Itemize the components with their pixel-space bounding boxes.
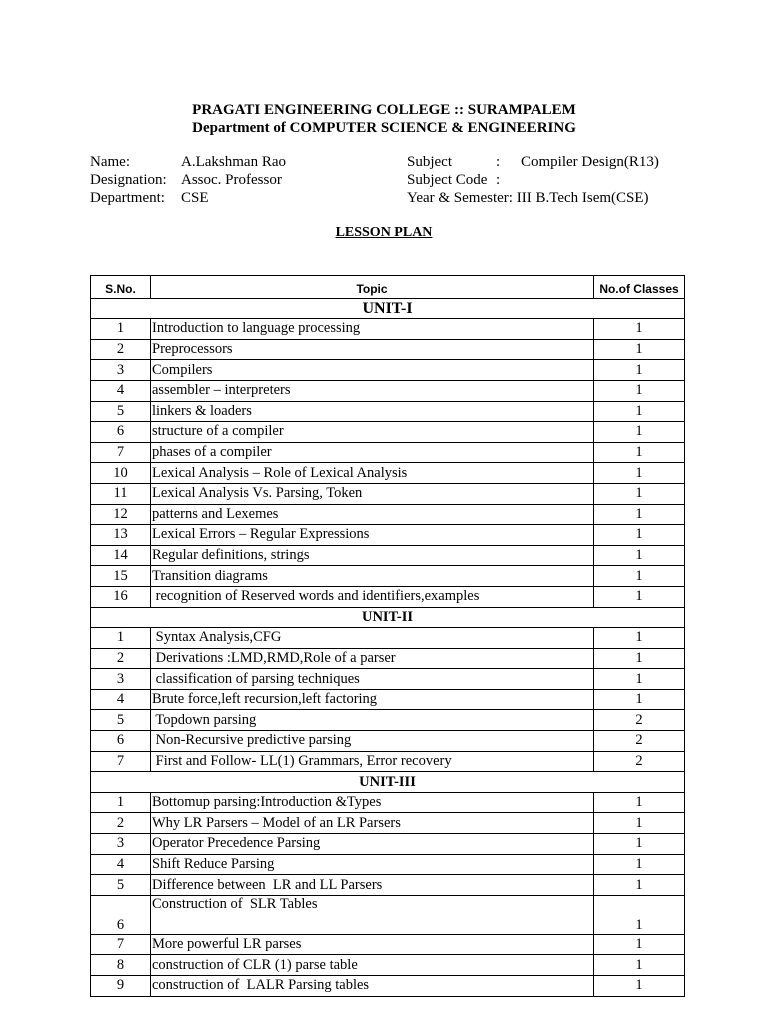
year-label: Year & Semester: — [407, 190, 513, 206]
table-header-row — [91, 276, 685, 299]
table-row — [91, 976, 685, 997]
row-topic: Syntax Analysis,CFG — [151, 628, 594, 649]
header-sno: S.No. — [91, 276, 151, 299]
row-classes: 1 — [594, 689, 685, 710]
row-topic: Regular definitions, strings — [151, 545, 594, 566]
row-classes: 1 — [594, 628, 685, 649]
table-row — [91, 360, 685, 381]
row-sno: 1 — [91, 628, 151, 649]
table-row — [91, 380, 685, 401]
row-classes: 2 — [594, 751, 685, 772]
table-row — [91, 955, 685, 976]
row-classes: 2 — [594, 710, 685, 731]
row-classes: 1 — [594, 545, 685, 566]
row-sno: 4 — [91, 380, 151, 401]
row-sno: 2 — [91, 339, 151, 360]
row-classes: 1 — [594, 834, 685, 855]
row-topic: construction of CLR (1) parse table — [151, 955, 594, 976]
row-topic: classification of parsing techniques — [151, 669, 594, 690]
table-row — [91, 731, 685, 752]
unit-heading-row — [91, 772, 685, 793]
row-classes: 1 — [594, 401, 685, 422]
row-sno: 4 — [91, 689, 151, 710]
name-value: A.Lakshman Rao — [181, 154, 286, 170]
table-row — [91, 669, 685, 690]
row-sno: 3 — [91, 360, 151, 381]
row-topic: Shift Reduce Parsing — [151, 854, 594, 875]
row-topic: Lexical Analysis Vs. Parsing, Token — [151, 483, 594, 504]
row-classes: 1 — [594, 483, 685, 504]
table-row — [91, 875, 685, 896]
table-row — [91, 834, 685, 855]
row-sno: 5 — [91, 401, 151, 422]
table-row — [91, 566, 685, 587]
row-topic: More powerful LR parses — [151, 934, 594, 955]
row-topic: linkers & loaders — [151, 401, 594, 422]
row-sno: 13 — [91, 525, 151, 546]
row-sno: 3 — [91, 834, 151, 855]
table-row — [91, 689, 685, 710]
row-sno: 4 — [91, 854, 151, 875]
row-sno: 10 — [91, 463, 151, 484]
unit-heading: UNIT-I — [91, 298, 685, 319]
row-topic: structure of a compiler — [151, 422, 594, 443]
row-topic: Topdown parsing — [151, 710, 594, 731]
info-row-designation — [90, 171, 690, 189]
row-classes: 1 — [594, 875, 685, 896]
table-row — [91, 422, 685, 443]
table-row — [91, 545, 685, 566]
department-value: CSE — [181, 190, 209, 206]
subject-code-colon: : — [496, 172, 501, 188]
row-classes: 1 — [594, 976, 685, 997]
unit-heading: UNIT-III — [91, 772, 685, 793]
row-topic: Operator Precedence Parsing — [151, 834, 594, 855]
row-topic: Introduction to language processing — [151, 319, 594, 340]
faculty-info — [90, 153, 690, 207]
subject-colon: : — [496, 154, 501, 170]
table-row — [91, 854, 685, 875]
row-sno: 7 — [91, 442, 151, 463]
row-sno: 3 — [91, 669, 151, 690]
row-sno: 7 — [91, 934, 151, 955]
table-row — [91, 628, 685, 649]
table-row — [91, 401, 685, 422]
row-classes: 1 — [594, 319, 685, 340]
row-sno: 6 — [91, 731, 151, 752]
table-row — [91, 934, 685, 955]
table-row — [91, 751, 685, 772]
row-topic: recognition of Reserved words and identifiers,examples — [151, 586, 594, 607]
row-topic: Lexical Errors – Regular Expressions — [151, 525, 594, 546]
row-topic: Non-Recursive predictive parsing — [151, 731, 594, 752]
row-topic: First and Follow- LL(1) Grammars, Error recovery — [151, 751, 594, 772]
row-topic: Preprocessors — [151, 339, 594, 360]
row-sno: 1 — [91, 792, 151, 813]
department-label: Department: — [90, 190, 165, 206]
row-sno: 6 — [91, 895, 151, 934]
row-sno: 9 — [91, 976, 151, 997]
row-sno: 12 — [91, 504, 151, 525]
lesson-plan-title: LESSON PLAN — [335, 225, 433, 240]
row-sno: 16 — [91, 586, 151, 607]
designation-value: Assoc. Professor — [181, 172, 282, 188]
table-row — [91, 463, 685, 484]
info-row-name — [90, 153, 690, 171]
row-sno: 5 — [91, 710, 151, 731]
row-classes: 2 — [594, 731, 685, 752]
table-row — [91, 339, 685, 360]
unit-heading: UNIT-II — [91, 607, 685, 628]
row-sno: 2 — [91, 648, 151, 669]
table-row — [91, 792, 685, 813]
table-row — [91, 319, 685, 340]
table-row — [91, 648, 685, 669]
row-sno: 14 — [91, 545, 151, 566]
row-classes: 1 — [594, 648, 685, 669]
row-classes: 1 — [594, 955, 685, 976]
row-classes: 1 — [594, 525, 685, 546]
row-classes: 1 — [594, 934, 685, 955]
row-classes: 1 — [594, 566, 685, 587]
row-classes: 1 — [594, 895, 685, 934]
name-label: Name: — [90, 154, 130, 170]
table-row — [91, 586, 685, 607]
subject-label: Subject — [407, 154, 452, 170]
row-topic: Lexical Analysis – Role of Lexical Analysis — [151, 463, 594, 484]
row-classes: 1 — [594, 854, 685, 875]
table-row — [91, 504, 685, 525]
row-classes: 1 — [594, 339, 685, 360]
row-topic: Brute force,left recursion,left factoring — [151, 689, 594, 710]
table-row — [91, 483, 685, 504]
row-topic: assembler – interpreters — [151, 380, 594, 401]
table-body — [91, 298, 685, 996]
row-classes: 1 — [594, 792, 685, 813]
row-classes: 1 — [594, 380, 685, 401]
unit-heading-row — [91, 298, 685, 319]
document-header — [0, 101, 768, 137]
row-topic: patterns and Lexemes — [151, 504, 594, 525]
row-sno: 8 — [91, 955, 151, 976]
row-topic: phases of a compiler — [151, 442, 594, 463]
row-topic: Bottomup parsing:Introduction &Types — [151, 792, 594, 813]
table-row — [91, 442, 685, 463]
row-classes: 1 — [594, 504, 685, 525]
header-topic: Topic — [151, 276, 594, 299]
year-semester — [407, 189, 649, 207]
table-row — [91, 895, 685, 934]
row-topic: construction of LALR Parsing tables — [151, 976, 594, 997]
table-row — [91, 813, 685, 834]
row-topic: Derivations :LMD,RMD,Role of a parser — [151, 648, 594, 669]
row-classes: 1 — [594, 586, 685, 607]
header-classes: No.of Classes — [594, 276, 685, 299]
row-topic: Difference between LR and LL Parsers — [151, 875, 594, 896]
row-sno: 1 — [91, 319, 151, 340]
row-sno: 6 — [91, 422, 151, 443]
row-topic: Why LR Parsers – Model of an LR Parsers — [151, 813, 594, 834]
row-classes: 1 — [594, 463, 685, 484]
row-sno: 5 — [91, 875, 151, 896]
year-value: III B.Tech Isem(CSE) — [516, 190, 649, 206]
row-topic: Construction of SLR Tables — [151, 895, 594, 934]
lesson-plan-table — [90, 275, 685, 997]
info-row-department — [90, 189, 690, 207]
row-sno: 2 — [91, 813, 151, 834]
subject-value: Compiler Design(R13) — [521, 154, 659, 170]
unit-heading-row — [91, 607, 685, 628]
row-classes: 1 — [594, 360, 685, 381]
row-classes: 1 — [594, 669, 685, 690]
row-classes: 1 — [594, 813, 685, 834]
subject-code-label: Subject Code — [407, 172, 488, 188]
row-sno: 11 — [91, 483, 151, 504]
row-classes: 1 — [594, 442, 685, 463]
table-row — [91, 525, 685, 546]
row-topic: Compilers — [151, 360, 594, 381]
row-sno: 7 — [91, 751, 151, 772]
designation-label: Designation: — [90, 172, 167, 188]
row-topic: Transition diagrams — [151, 566, 594, 587]
row-classes: 1 — [594, 422, 685, 443]
table-row — [91, 710, 685, 731]
department-name: Department of COMPUTER SCIENCE & ENGINEERING — [192, 120, 576, 136]
row-sno: 15 — [91, 566, 151, 587]
college-name: PRAGATI ENGINEERING COLLEGE :: SURAMPALEM — [192, 102, 576, 118]
